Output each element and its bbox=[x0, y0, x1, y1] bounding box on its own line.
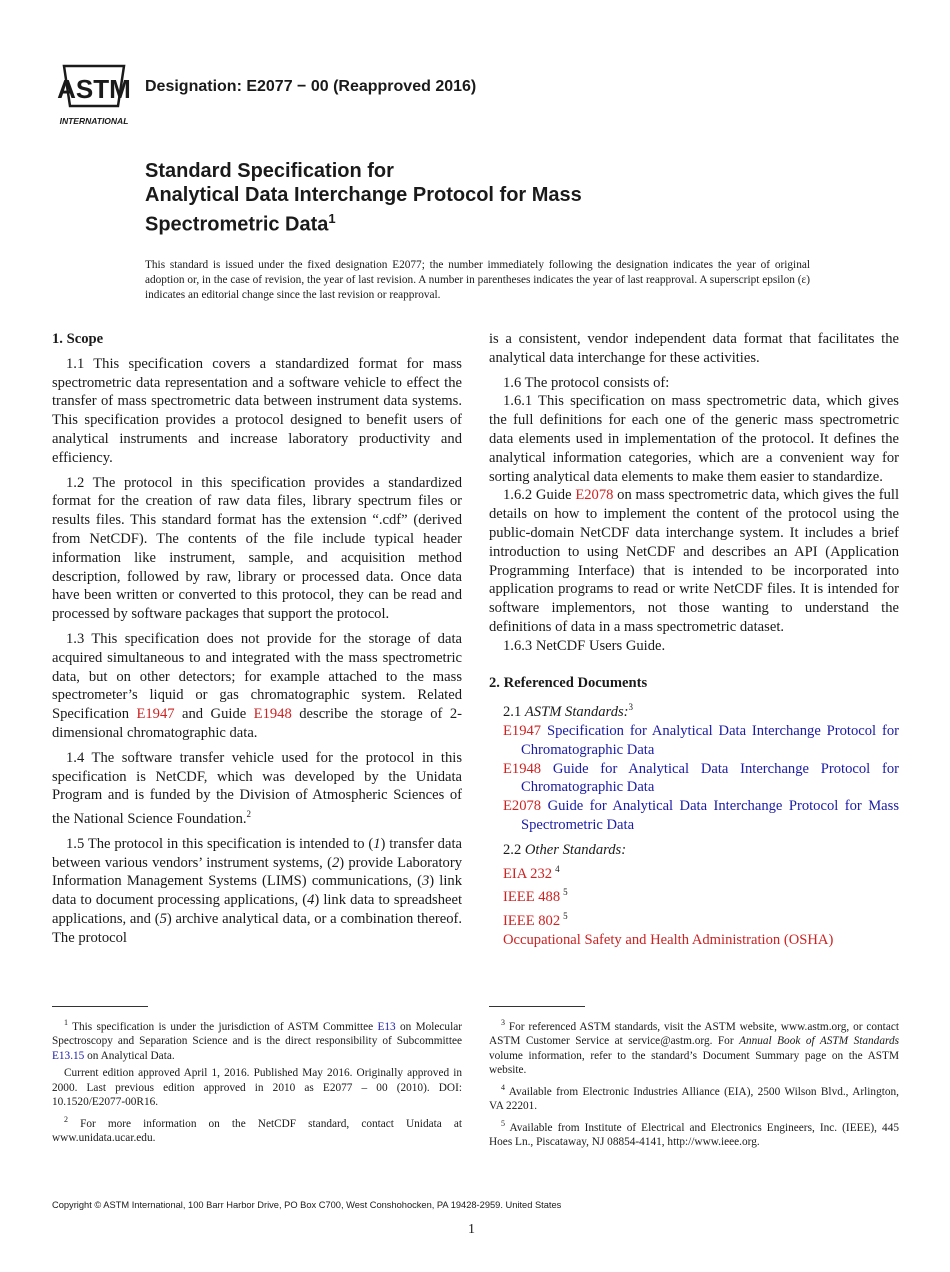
standard-title-link[interactable]: Guide for Analytical Data Interchange Protocol for Chromatographic Data bbox=[521, 760, 899, 796]
footnote-divider bbox=[52, 1006, 148, 1007]
astm-standard-item bbox=[503, 722, 899, 760]
para-1-1: 1.1 This specification covers a standardized format for mass spectrometric data representation and a software vehicle to effect the transfer of mass spectrometric data between instrument data systems. This specification provides a protocol designed to benefit users of analytical instruments and increase laboratory productivity and efficiency. bbox=[52, 355, 462, 466]
para-1-6-1: 1.6.1 This specification on mass spectrometric data, which gives the full definitions for each one of the generic mass spectrometric data elements used in implementation of the protocol. It defines the analytical information categories, which are a convenient way for sorting analytical data elements to make them easier to standardize. bbox=[489, 393, 899, 485]
other-standard-link[interactable]: Occupational Safety and Health Administration (OSHA) bbox=[503, 931, 834, 948]
para-1-6-2 bbox=[489, 486, 899, 636]
para-1-5-continued: is a consistent, vendor independent data format that facilitates the analytical data interchange for these activities. bbox=[489, 331, 899, 366]
intro-note: This standard is issued under the fixed designation E2077; the number immediately following the designation indicates the year of original adoption or, in the case of revision, the year of last revision. A number in parentheses indicates the year of last reapproval. A superscript epsilon (ε) indicates an editorial change since the last revision or reapproval. bbox=[145, 259, 810, 301]
footnote-ref[interactable]: 5 bbox=[563, 910, 568, 921]
t: ) archive analytical data, or a combination thereof. The protocol bbox=[52, 910, 462, 946]
t: 3 bbox=[501, 1018, 505, 1027]
title-line-2: Analytical Data Interchange Protocol for Mass bbox=[145, 183, 582, 206]
standard-code-link[interactable]: E1947 bbox=[503, 723, 542, 739]
astm-standard-item bbox=[503, 760, 899, 798]
t: ) transfer data between various vendors’ instrument systems, ( bbox=[52, 835, 462, 871]
title-footnote-mark: 1 bbox=[328, 211, 336, 226]
para-1-2: 1.2 The protocol in this specification provides a standardized format for the creation of raw data files, library spectrum files or results files. This standard format has the extension “.cdf” (derived from NetCDF). The contents of the file include typical header information like instrument, sample, and acquisition method description, followed by raw, library or processed data. Once data have been written or converted to this protocol, they can be read and processed by software packages that support the protocol. bbox=[52, 474, 462, 623]
designation: Designation: E2077 − 00 (Reapproved 2016) bbox=[145, 78, 477, 95]
t: ) provide Laboratory Information Management Systems (LIMS) communications, ( bbox=[52, 854, 462, 890]
astm-standard-item bbox=[503, 797, 899, 835]
title-line-3-text: Spectrometric Data bbox=[145, 213, 329, 236]
other-standard-link[interactable]: IEEE 802 bbox=[503, 912, 561, 929]
left-column bbox=[52, 330, 462, 948]
footnote-1-edition: Current edition approved April 1, 2016. Published May 2016. Originally approved in 2000. Last previous edition approved in 2010 as E2077 – 00 (2010). DOI: 10.1520/E2077-00R16. bbox=[52, 1067, 462, 1109]
t: Annual Book of ASTM Standards bbox=[739, 1035, 899, 1048]
other-standard-link[interactable]: IEEE 488 bbox=[503, 889, 561, 906]
t: volume information, refer to the standard’s Document Summary page on the ASTM website. bbox=[489, 1049, 899, 1077]
astm-standards-list bbox=[489, 722, 899, 835]
t: 1 bbox=[64, 1018, 68, 1027]
other-standard-item bbox=[503, 907, 899, 931]
t: For more information on the NetCDF standard, contact Unidata at www.unidata.ucar.edu. bbox=[52, 1117, 462, 1145]
t: This specification is under the jurisdiction of ASTM Committee bbox=[68, 1020, 378, 1033]
n3: 3 bbox=[421, 873, 430, 890]
t: ) link data to document processing applications, ( bbox=[52, 873, 463, 909]
link-e13[interactable]: E13 bbox=[377, 1020, 396, 1033]
footnotes-left bbox=[52, 1016, 462, 1149]
para-1-4-text: 1.4 The software transfer vehicle used for the protocol in this specification is NetCDF, which was developed by the Unidata Program and is funded by the Division of Atmospheric Sciences of the National Science Foundation. bbox=[52, 749, 462, 827]
footnote-2 bbox=[52, 1113, 462, 1146]
page-number: 1 bbox=[468, 1222, 475, 1237]
para-1-5 bbox=[52, 835, 462, 948]
t: ASTM Standards: bbox=[524, 704, 629, 721]
t: 1.5 The protocol in this specification is intended to ( bbox=[66, 835, 374, 852]
footnote-5 bbox=[489, 1117, 899, 1150]
n2: 2 bbox=[331, 854, 340, 871]
link-e2078[interactable]: E2078 bbox=[575, 487, 614, 504]
footnote-divider bbox=[489, 1006, 585, 1007]
t: 5 bbox=[501, 1118, 505, 1128]
t: on Molecular Spectroscopy and Separation Science and is the direct responsibility of Subcommittee bbox=[52, 1020, 462, 1048]
logo-text: INTERNATIONAL bbox=[59, 116, 129, 126]
footnote-ref[interactable]: 5 bbox=[563, 887, 568, 898]
other-standards-list bbox=[489, 860, 899, 950]
link-e1948[interactable]: E1948 bbox=[253, 706, 292, 723]
t: on Analytical Data. bbox=[84, 1049, 175, 1062]
t: Available from Electronic Industries Alliance (EIA), 2500 Wilson Blvd., Arlington, VA 22201. bbox=[489, 1085, 899, 1113]
t: For referenced ASTM standards, visit the ASTM website, www.astm.org, or contact ASTM Customer Service at service@astm.org. For bbox=[489, 1020, 899, 1048]
standard-title-link[interactable]: Guide for Analytical Data Interchange Protocol for Mass Spectrometric Data bbox=[521, 798, 900, 833]
para-1-3 bbox=[52, 630, 462, 743]
t: ) link data to spreadsheet applications, and ( bbox=[52, 892, 463, 927]
para-1-3-text-b: and Guide bbox=[174, 706, 254, 723]
n4: 4 bbox=[307, 892, 315, 909]
t: Other Standards: bbox=[524, 841, 627, 858]
logo-mark: ASTM bbox=[57, 74, 131, 104]
footnote-ref-3[interactable]: 3 bbox=[628, 702, 634, 713]
other-standard-item bbox=[503, 883, 899, 907]
astm-standards-label bbox=[503, 698, 899, 722]
referenced-docs-heading: 2. Referenced Documents bbox=[489, 674, 648, 691]
t: 2 bbox=[64, 1114, 68, 1124]
other-standards-label bbox=[503, 841, 899, 860]
para-1-6: 1.6 The protocol consists of: bbox=[503, 374, 670, 391]
para-1-4 bbox=[52, 749, 462, 829]
other-standard-item bbox=[503, 860, 899, 884]
right-column bbox=[489, 330, 899, 949]
t: 2.2 bbox=[503, 841, 525, 858]
standard-code-link[interactable]: E2078 bbox=[503, 798, 542, 815]
para-1-6-3: 1.6.3 NetCDF Users Guide. bbox=[503, 637, 666, 654]
other-standard-link[interactable]: EIA 232 bbox=[503, 865, 553, 882]
t: 1.6.2 Guide bbox=[503, 487, 576, 504]
title-line-1: Standard Specification for bbox=[145, 160, 394, 182]
astm-logo bbox=[52, 58, 136, 132]
footnote-3 bbox=[489, 1016, 899, 1078]
scope-heading: 1. Scope bbox=[52, 331, 104, 347]
copyright: Copyright © ASTM International, 100 Barr Harbor Drive, PO Box C700, West Conshohocken, PA 19428-2959. United States bbox=[52, 1200, 562, 1210]
t: on mass spectrometric data, which gives the full details on how to implement the content of the protocol using the public-domain NetCDF data interchange system. It includes a brief introduction to using NetCDF and describes an API (Application Programming Interface) that is intended to be incorporated into application programs to read or write NetCDF files. It is intended for software implementors, not those wanting to understand the definitions of data in a mass spectrometric dataset. bbox=[489, 487, 900, 635]
footnote-ref-2[interactable]: 2 bbox=[246, 809, 252, 820]
n5: 5 bbox=[159, 910, 167, 927]
t: Available from Institute of Electrical and Electronics Engineers, Inc. (IEEE), 445 Hoes Ln., Piscataway, NJ 08854-4141, http://www.ieee.org. bbox=[489, 1121, 899, 1148]
link-e13-15[interactable]: E13.15 bbox=[52, 1049, 85, 1062]
t: 2.1 bbox=[503, 704, 525, 721]
t: 4 bbox=[501, 1082, 505, 1092]
other-standard-item bbox=[503, 931, 899, 950]
para-1-3-text: 1.3 This specification does not provide for the storage of data acquired simultaneous to and integrated with the mass spectrometric data, but on other detectors; for example attached to the mass spectrometer’s liquid or gas chromatographic system. Related Specification bbox=[52, 630, 462, 723]
standard-title-link[interactable]: Specification for Analytical Data Interchange Protocol for Chromatographic Data bbox=[521, 723, 899, 758]
para-1-3-text-c: describe the storage of 2-dimensional chromatographic data. bbox=[52, 706, 462, 741]
footnote-ref[interactable]: 4 bbox=[555, 863, 560, 874]
page-title bbox=[145, 160, 785, 237]
footnotes-right bbox=[489, 1016, 899, 1152]
standard-code-link[interactable]: E1948 bbox=[503, 760, 542, 777]
link-e1947[interactable]: E1947 bbox=[136, 706, 175, 723]
n1: 1 bbox=[373, 835, 381, 852]
title-line-3 bbox=[145, 207, 785, 237]
footnote-4 bbox=[489, 1081, 899, 1114]
footnote-1 bbox=[52, 1016, 462, 1063]
